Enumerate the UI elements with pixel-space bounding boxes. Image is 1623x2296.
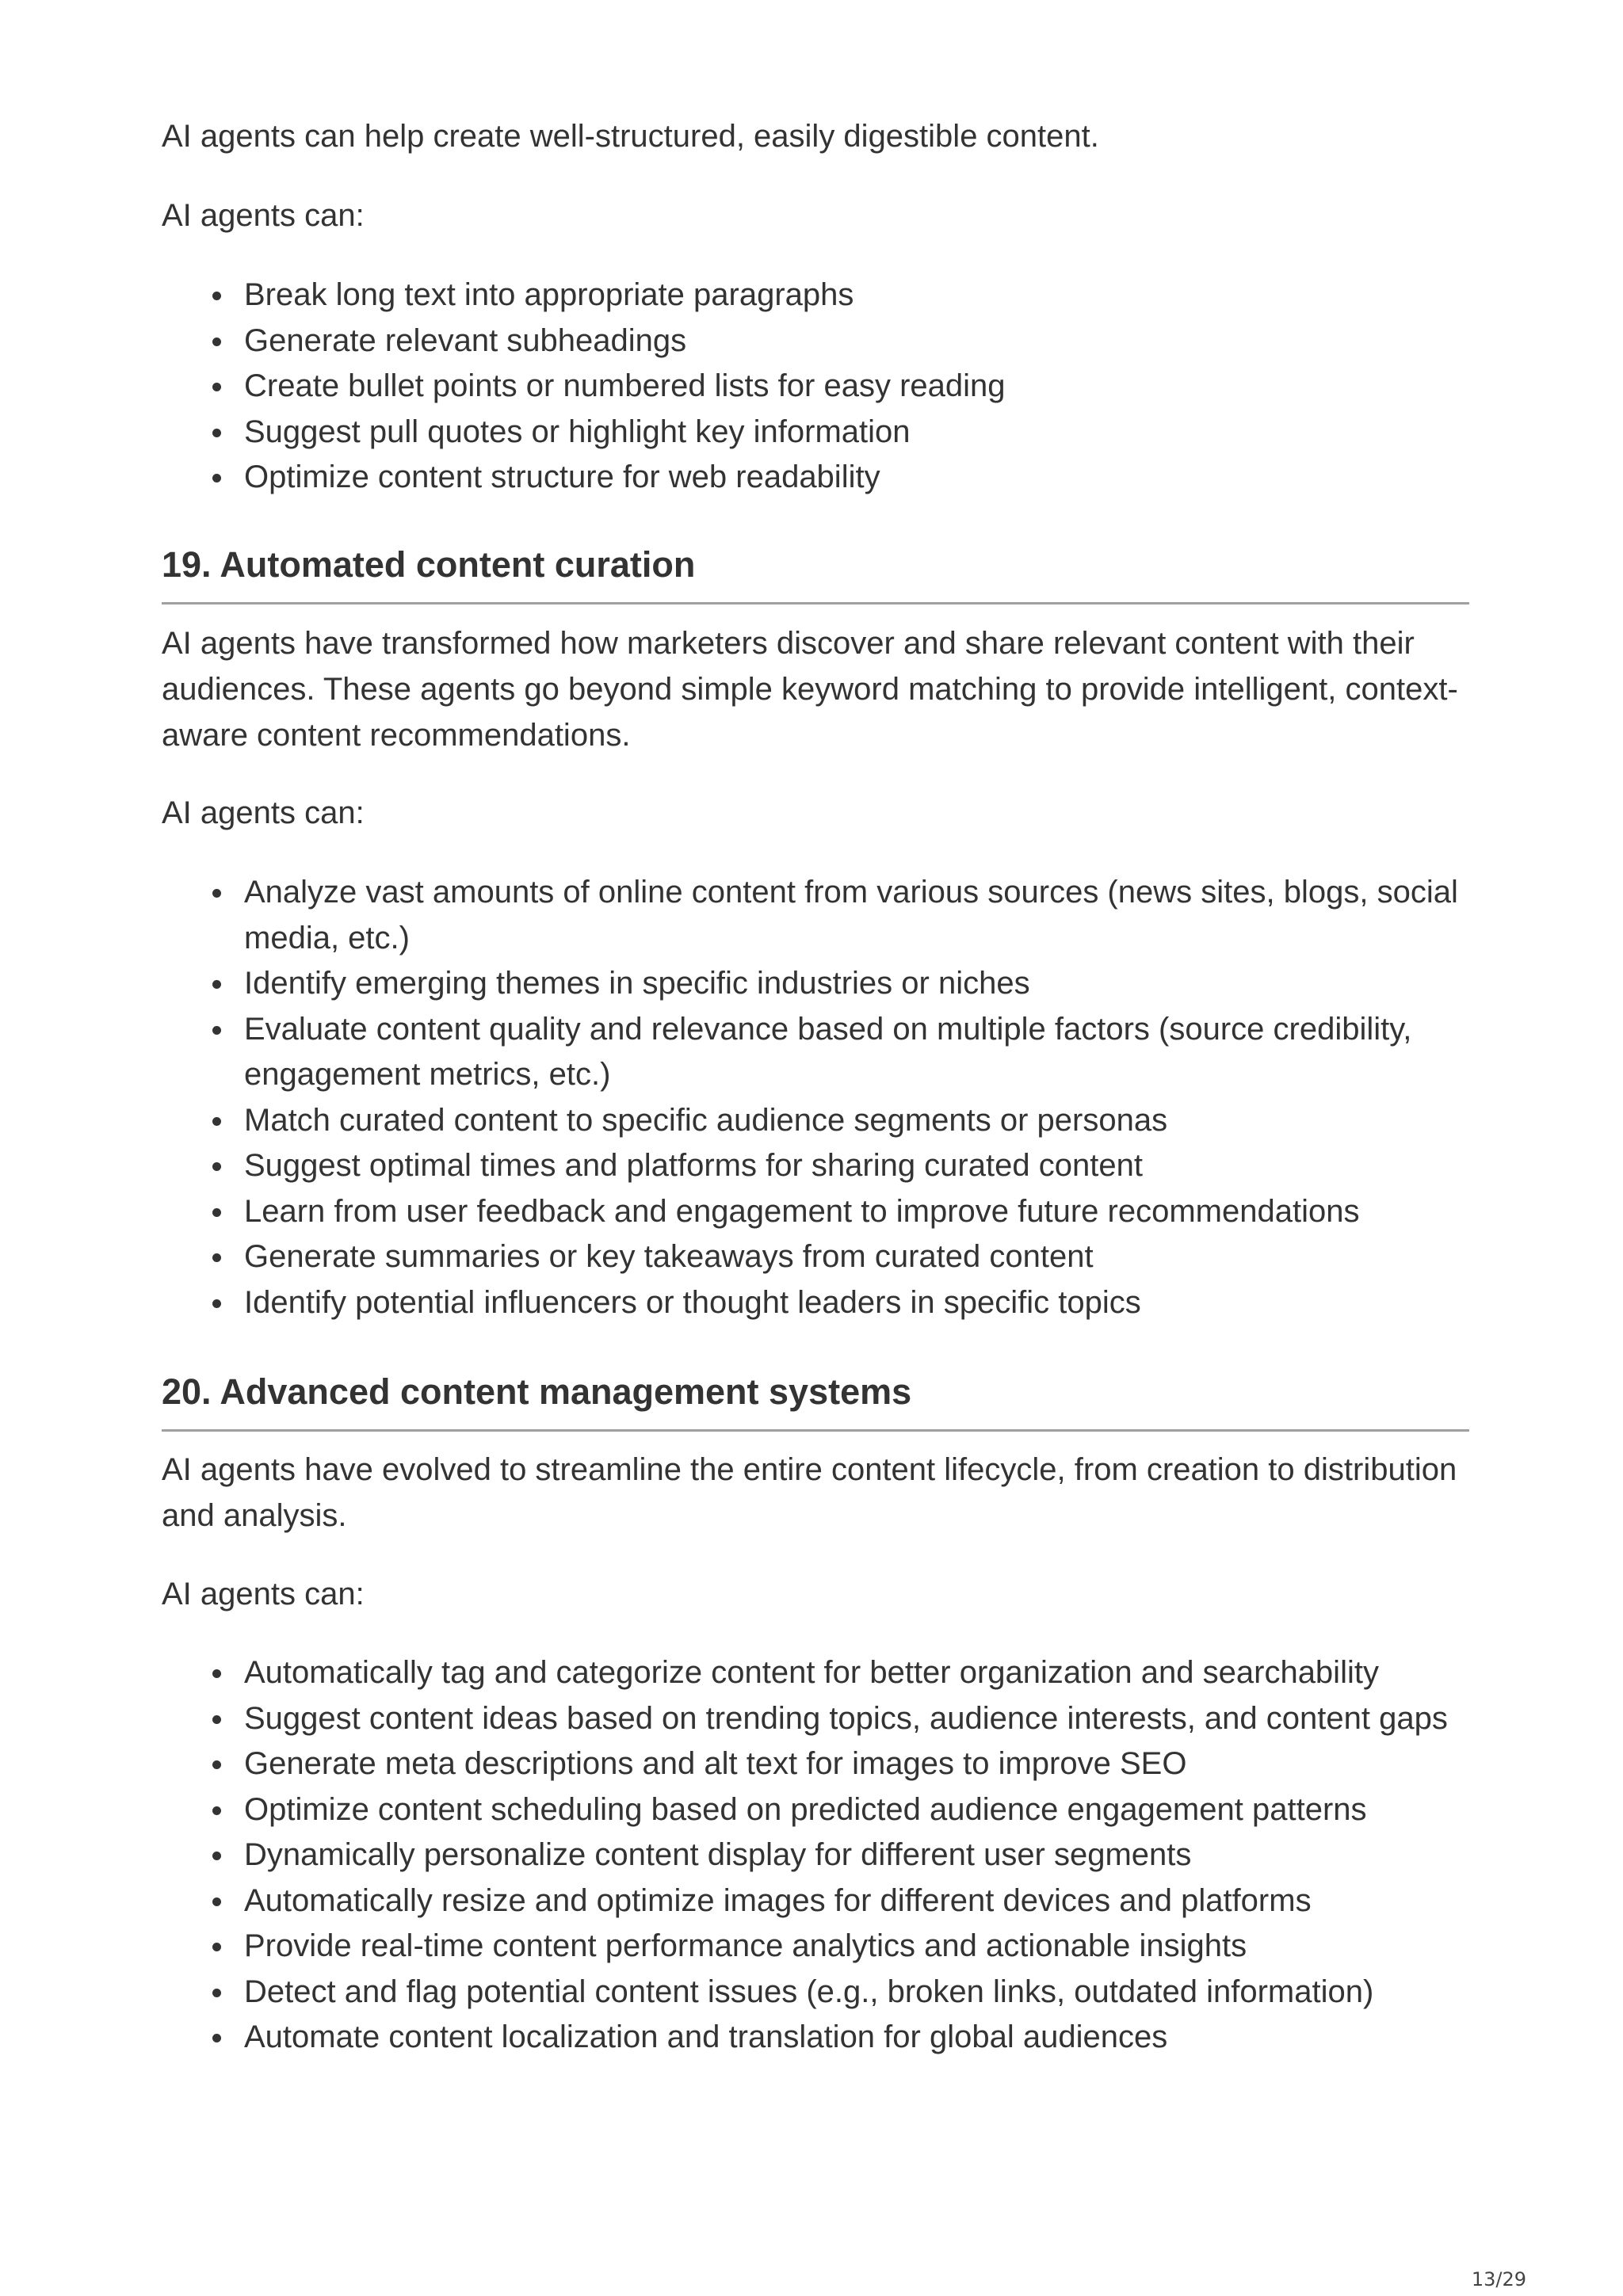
section20-bullet-list — [162, 1650, 1469, 2061]
list-item: Optimize content scheduling based on predicted audience engagement patterns — [244, 1787, 1469, 1833]
list-item: Generate relevant subheadings — [244, 318, 1469, 364]
intro-bullet-list — [162, 273, 1469, 501]
list-item: Evaluate content quality and relevance based on multiple factors (source credibility, engagement metrics, etc.) — [244, 1007, 1469, 1098]
section20-paragraph: AI agents have evolved to streamline the entire content lifecycle, from creation to distribution and analysis. — [162, 1452, 1457, 1533]
list-item: Automate content localization and translation for global audiences — [244, 2015, 1469, 2061]
list-item: Generate summaries or key takeaways from curated content — [244, 1234, 1469, 1280]
list-item: Suggest optimal times and platforms for sharing curated content — [244, 1143, 1469, 1189]
list-item: Provide real-time content performance analytics and actionable insights — [244, 1924, 1469, 1970]
list-item: Optimize content structure for web readability — [244, 455, 1469, 501]
list-item: Identify potential influencers or thought leaders in specific topics — [244, 1280, 1469, 1326]
list-item: Detect and flag potential content issues (e.g., broken links, outdated information) — [244, 1970, 1469, 2016]
intro-paragraph: AI agents can help create well-structured, easily digestible content. — [162, 119, 1099, 154]
list-item: Break long text into appropriate paragraphs — [244, 273, 1469, 318]
section-heading-19: 19. Automated content curation — [162, 542, 1469, 605]
section-heading-20: 20. Advanced content management systems — [162, 1369, 1469, 1432]
section19-bullet-list — [162, 870, 1469, 1325]
list-item: Learn from user feedback and engagement to improve future recommendations — [244, 1189, 1469, 1235]
list-item: Automatically tag and categorize content for better organization and searchability — [244, 1650, 1469, 1696]
list-item: Suggest content ideas based on trending topics, audience interests, and content gaps — [244, 1696, 1469, 1742]
list-item: Automatically resize and optimize images for different devices and platforms — [244, 1878, 1469, 1924]
intro-list-label: AI agents can: — [162, 198, 365, 233]
list-item: Analyze vast amounts of online content from various sources (news sites, blogs, social media, etc.) — [244, 870, 1469, 961]
section19-paragraph: AI agents have transformed how marketers discover and share relevant content with their audiences. These agents go beyond simple keyword matching to provide intelligent, context-aware content recommendations. — [162, 626, 1458, 753]
list-item: Match curated content to specific audience segments or personas — [244, 1098, 1469, 1144]
section20-list-label: AI agents can: — [162, 1577, 365, 1611]
list-item: Dynamically personalize content display for different user segments — [244, 1833, 1469, 1878]
page-number: 13/29 — [1471, 2268, 1526, 2290]
list-item: Generate meta descriptions and alt text for images to improve SEO — [244, 1741, 1469, 1787]
list-item: Suggest pull quotes or highlight key information — [244, 410, 1469, 456]
list-item: Create bullet points or numbered lists for easy reading — [244, 364, 1469, 410]
list-item: Identify emerging themes in specific industries or niches — [244, 961, 1469, 1007]
section19-list-label: AI agents can: — [162, 795, 365, 830]
